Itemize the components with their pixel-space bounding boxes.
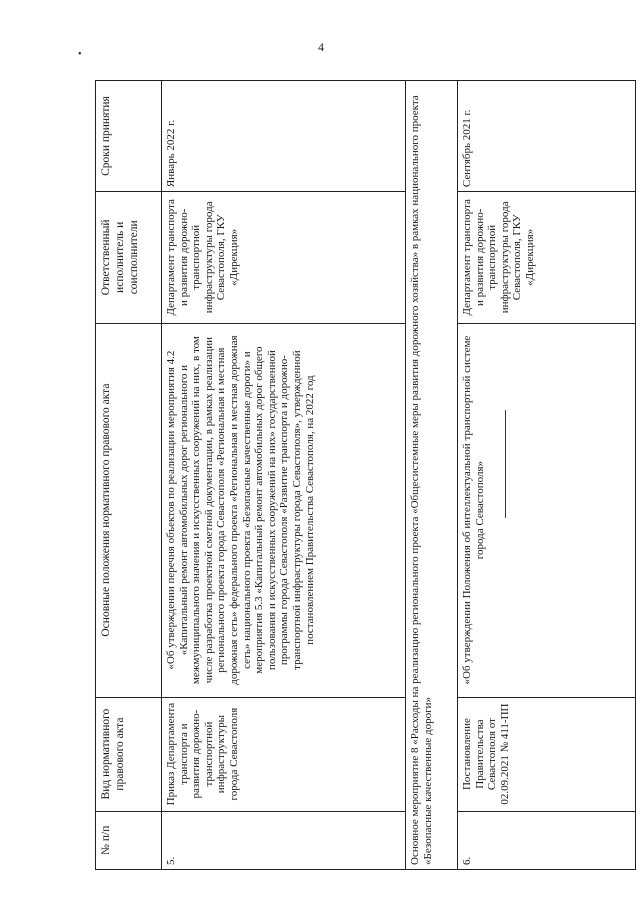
row-act-type: Постановление Правительства Севастополя от 02.09.2021 № 411-ПП xyxy=(458,697,636,811)
row-deadline: Сентябрь 2021 г. xyxy=(458,81,636,192)
page-number: 4 xyxy=(318,40,324,54)
scan-speck: • xyxy=(78,49,82,60)
table-header-row xyxy=(96,81,162,870)
header-responsible: Ответственный исполнитель и соисполнители xyxy=(96,192,162,324)
header-deadline: Сроки принятия xyxy=(96,81,162,192)
header-content: Основные положения нормативного правового акта xyxy=(96,323,162,697)
row-act-type: Приказ Департамента транспорта и развития дорожно-транспортной инфраструктуры города Севастополя xyxy=(162,697,406,811)
normative-acts-table xyxy=(95,80,636,870)
row-responsible: Департамент транспорта и развития дорожно-транспортной инфраструктуры города Севастополя, ГКУ «Дирекция» xyxy=(458,192,636,324)
table-row xyxy=(162,81,406,870)
row-num: 5. xyxy=(162,811,406,869)
header-num: № п/п xyxy=(96,811,162,869)
header-act-type: Вид нормативного правового акта xyxy=(96,697,162,811)
closing-line xyxy=(505,410,506,518)
row-deadline: Январь 2022 г. xyxy=(162,81,406,192)
row-responsible: Департамент транспорта и развития дорожно-транспортной инфраструктуры города Севастополя, ГКУ «Дирекция» xyxy=(162,192,406,324)
section-row xyxy=(406,81,458,870)
rotated-table-wrapper xyxy=(95,80,635,870)
section-title: Основное мероприятие 8 «Расходы на реализацию регионального проекта «Общесистемные меры развития дорожного хозяйства» в рамках национального проекта «Безопасные качественные дороги» xyxy=(406,81,458,870)
row-content: «Об утверждении перечня объектов по реализации мероприятия 4.2 «Капитальный ремонт автомобильных дорог регионального и межмуниципального значения и искусственных сооружений на них, в том числе разработка проектной сметной документации, в рамках реализации регионального проекта города Севастополя «Региональная и местная дорожная сеть» федерального проекта «Региональная и местная дорожная сеть» национального проекта «Безопасные качественные дороги» и мероприятия 5.3 «Капитальный ремонт автомобильных дорог общего пользования и искусственных сооружений на них» государственной программы города Севастополя «Развитие транспорта и дорожно-транспортной инфраструктуры города Севастополя», утвержденной постановлением Правительства Севастополя, на 2022 год xyxy=(162,323,406,697)
row-num: 6. xyxy=(458,811,636,869)
row-content: «Об утверждении Положения об интеллектуальной транспортной системе города Севастополя» xyxy=(458,323,636,697)
table-row xyxy=(458,81,636,870)
